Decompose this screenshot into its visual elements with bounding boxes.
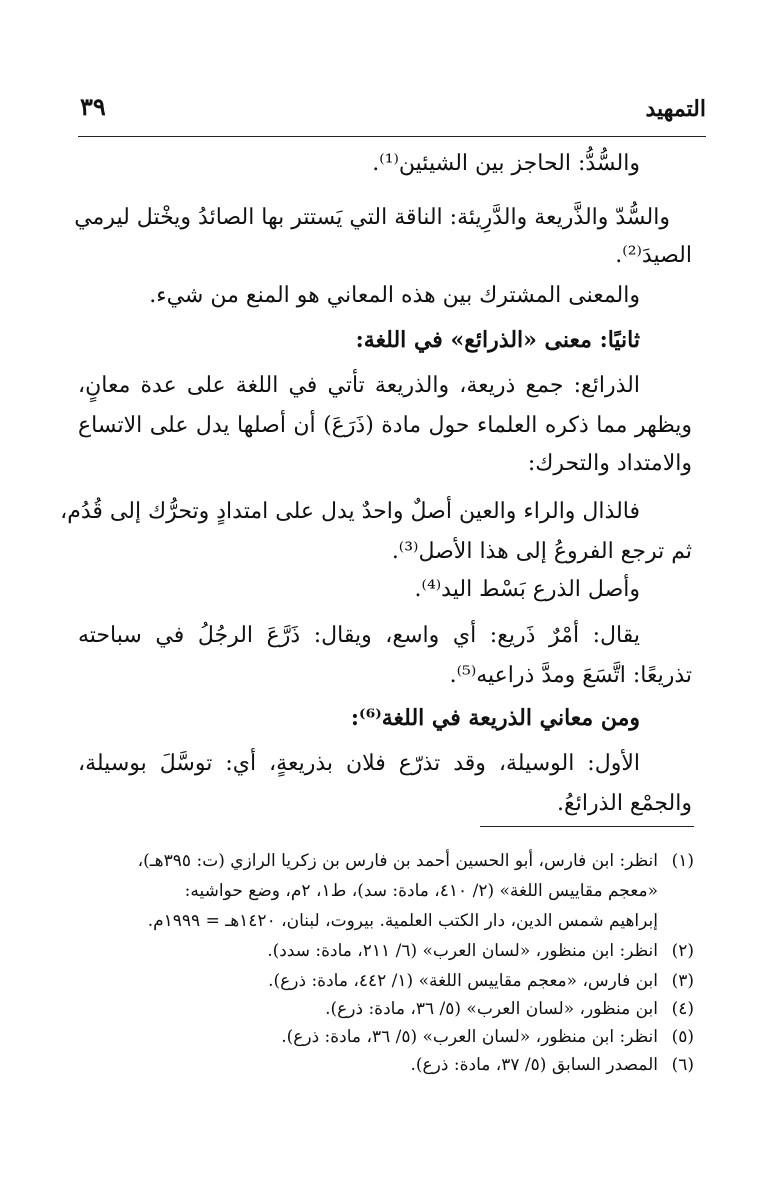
footnote	[78, 940, 694, 962]
body-line: يقال: أمْرٌ ذَريع: أي واسع، ويقال: ذَرَّعَ الرجُلُ في سباحته	[78, 623, 640, 648]
footnote-number: (١)	[671, 851, 694, 871]
page-number: ٣٩	[80, 92, 106, 121]
footnote-text: المصدر السابق (٥/ ٣٧، مادة: ذرع).	[410, 1055, 658, 1075]
body-line: والجمْع الذرائعُ.	[557, 791, 692, 816]
footnote	[78, 970, 694, 992]
body-line: ويظهر مما ذكره العلماء حول مادة (ذَرَعَ) أن أصلها يدل على الاتساع	[78, 413, 692, 438]
body-line: والامتداد والتحرك:	[527, 451, 692, 476]
footnote-separator	[480, 826, 694, 827]
body-line: الأول: الوسيلة، وقد تذرّع فلان بذريعةٍ، أي: توسَّلَ بوسيلة،	[78, 751, 640, 776]
footnote-text: انظر: ابن منظور، «لسان العرب» (٥/ ٣٦، مادة: ذرع).	[281, 1027, 658, 1047]
section-heading: ومن معاني الذريعة في اللغة⁽⁶⁾:	[350, 705, 640, 731]
body-line: تذريعًا: اتَّسَعَ ومدَّ ذراعيه⁽⁵⁾.	[449, 663, 692, 688]
footnote-text: انظر: ابن فارس، أبو الحسين أحمد بن فارس بن زكريا الرازي (ت: ٣٩٥هـ)،	[137, 851, 658, 871]
section-heading: ثانيًا: معنى «الذرائع» في اللغة:	[355, 327, 640, 353]
body-line: والمعنى المشترك بين هذه المعاني هو المنع من شيء.	[149, 283, 640, 308]
footnote-text: انظر: ابن منظور، «لسان العرب» (٦/ ٢١١، مادة: سدد).	[267, 941, 658, 961]
footnote-text: ابن فارس، «معجم مقاييس اللغة» (١/ ٤٤٢، مادة: ذرع).	[268, 971, 658, 991]
running-header	[80, 88, 706, 132]
footnote-number: (٢)	[671, 941, 694, 961]
footnote-number: (٦)	[671, 1055, 694, 1075]
header-rule	[78, 136, 706, 137]
body-line: والسُّدّ والذَّريعة والدَّرِيئة: الناقة التي يَستتر بها الصائدُ ويخْتل ليرمي	[74, 205, 670, 230]
footnote-number: (٣)	[671, 971, 694, 991]
footnote-number: (٥)	[671, 1027, 694, 1047]
footnote	[78, 850, 694, 872]
footnote-text: ابن منظور، «لسان العرب» (٥/ ٣٦، مادة: ذرع).	[325, 999, 658, 1019]
body-line: فالذال والراء والعين أصلٌ واحدٌ يدل على امتدادٍ وتحرُّك إلى قُدُم،	[60, 499, 640, 524]
footnote-continuation: إبراهيم شمس الدين، دار الكتب العلمية. بيروت، لبنان، ١٤٢٠هـ = ١٩٩٩م.	[147, 911, 658, 931]
footnote-continuation: «معجم مقاييس اللغة» (٢/ ٤١٠، مادة: سد)، ط١، ٢م، وضع حواشيه:	[184, 881, 658, 901]
body-line: والسُّدُّ: الحاجز بين الشيئين⁽¹⁾.	[372, 151, 640, 176]
body-line: وأصل الذرع بَسْط اليد⁽⁴⁾.	[414, 577, 640, 602]
footnote	[78, 1026, 694, 1048]
body-line: الصيدَ⁽²⁾.	[615, 243, 692, 268]
chapter-title: التمهيد	[645, 96, 706, 122]
footnote-number: (٤)	[671, 999, 694, 1019]
footnote	[78, 1054, 694, 1076]
footnote	[78, 998, 694, 1020]
body-line: ثم ترجع الفروعُ إلى هذا الأصل⁽³⁾.	[391, 539, 692, 564]
body-line: الذرائع: جمع ذريعة، والذريعة تأتي في اللغة على عدة معانٍ،	[78, 373, 640, 398]
